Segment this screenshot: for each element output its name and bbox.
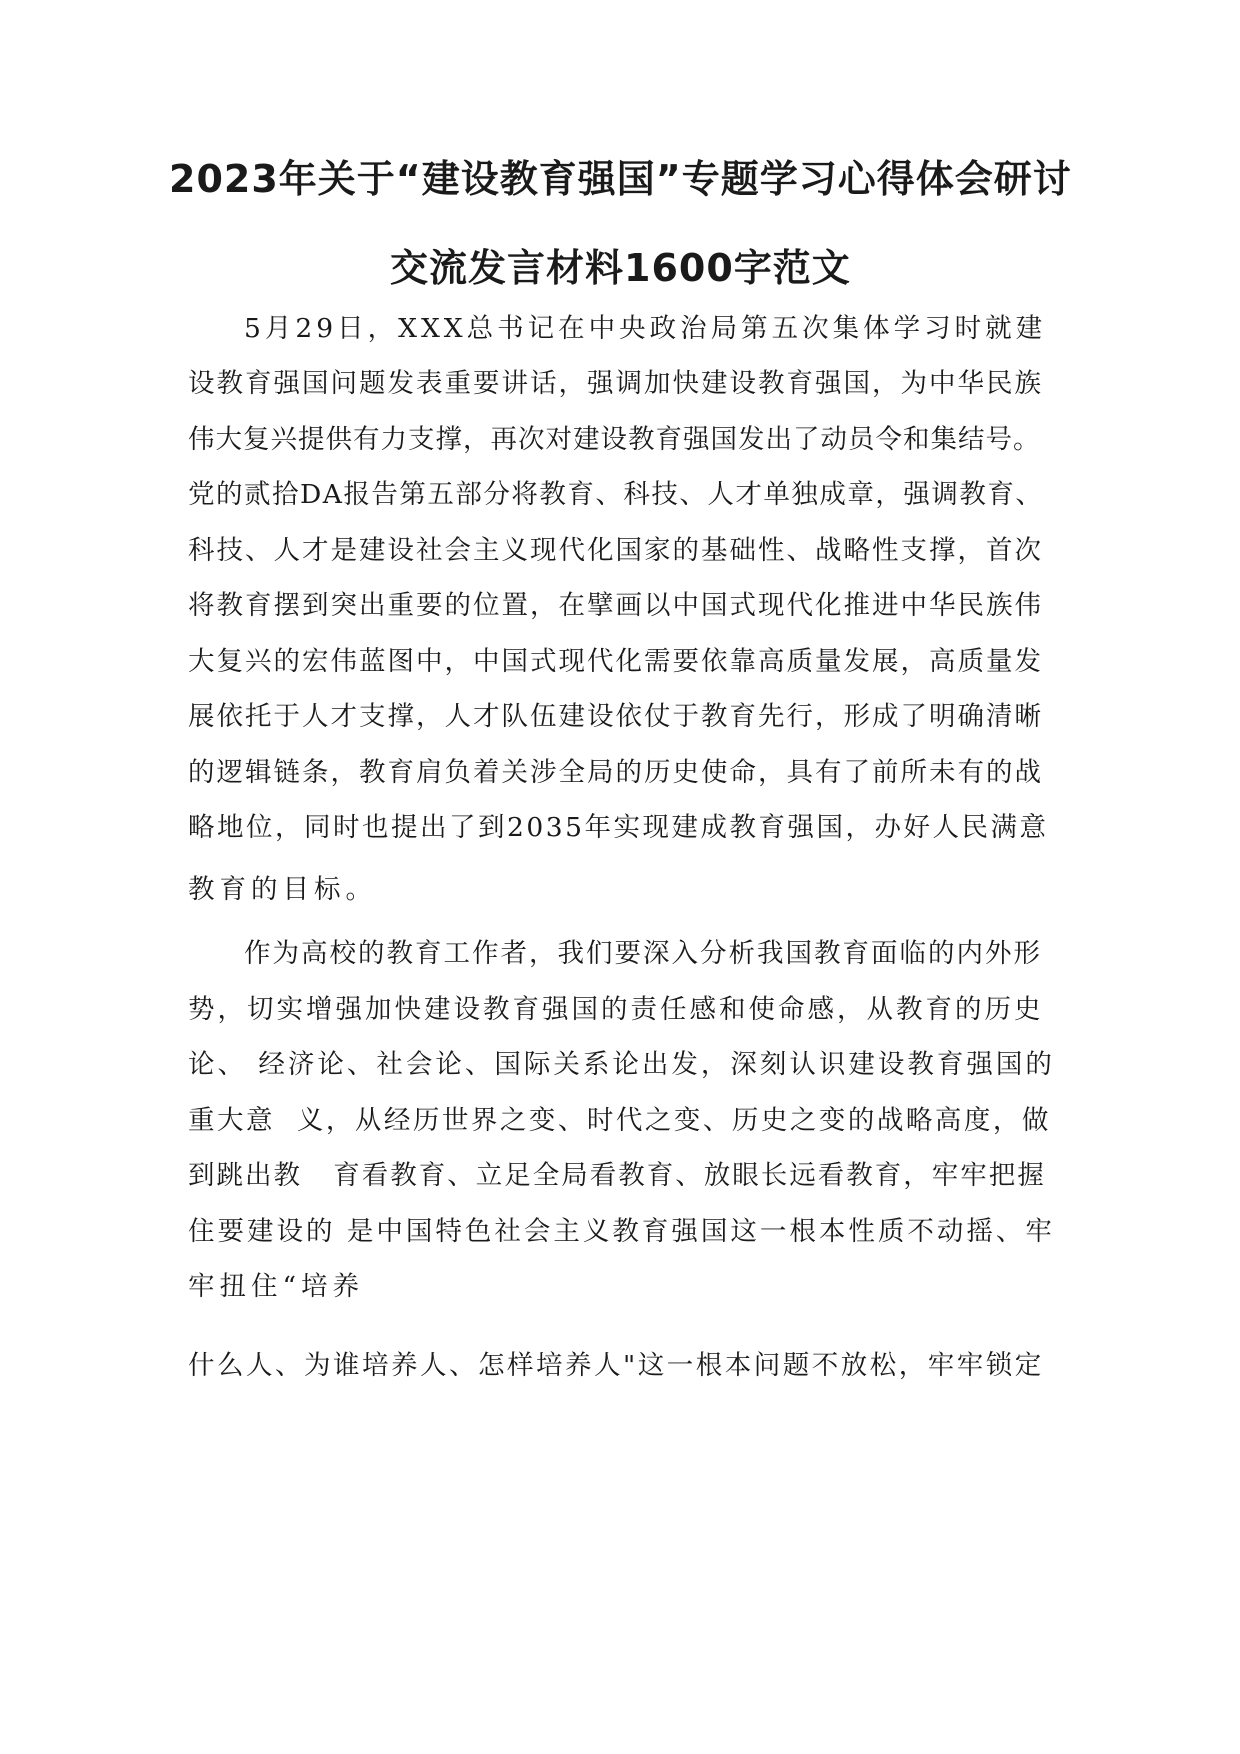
paragraph-1-line: 的逻辑链条，教育肩负着关涉全局的历史使命，具有了前所未有的战 bbox=[188, 757, 1043, 788]
paragraph-2-line: 到跳出教 育看教育、立足全局看教育、放眼长远看教育，牢牢把握 bbox=[188, 1160, 1046, 1191]
paragraph-2-line: 住要建设的 是中国特色社会主义教育强国这一根本性质不动摇、牢 bbox=[188, 1216, 1055, 1247]
paragraph-1-line: 教育的目标。 bbox=[188, 874, 377, 905]
paragraph-1-line: 设教育强国问题发表重要讲话，强调加快建设教育强国，为中华民族 bbox=[188, 368, 1043, 399]
paragraph-1-line: 将教育摆到突出重要的位置，在擘画以中国式现代化推进中华民族伟 bbox=[188, 590, 1043, 621]
document-title-line-2: 交流发言材料1600字范文 bbox=[390, 246, 851, 290]
paragraph-1-line: 伟大复兴提供有力支撑，再次对建设教育强国发出了动员令和集结号。 bbox=[188, 424, 1041, 455]
paragraph-1-line: 略地位，同时也提出了到2035年实现建成教育强国，办好人民满意 bbox=[188, 812, 1049, 843]
paragraph-2-line: 作为高校的教育工作者，我们要深入分析我国教育面临的内外形 bbox=[244, 938, 1042, 969]
document-title-line-1: 2023年关于“建设教育强国”专题学习心得体会研讨 bbox=[169, 157, 1072, 201]
paragraph-1-line: 展依托于人才支撑，人才队伍建设依仗于教育先行，形成了明确清晰 bbox=[188, 701, 1043, 732]
paragraph-1-line: 党的贰拾DA报告第五部分将教育、科技、人才单独成章，强调教育、 bbox=[188, 479, 1044, 510]
paragraph-2-line: 牢扭住“培养 bbox=[188, 1271, 365, 1302]
paragraph-1-line: 5月29日，XXX总书记在中央政治局第五次集体学习时就建 bbox=[244, 313, 1047, 344]
paragraph-2-line: 势，切实增强加快建设教育强国的责任感和使命感，从教育的历史 bbox=[188, 994, 1044, 1025]
paragraph-1-line: 科技、人才是建设社会主义现代化国家的基础性、战略性支撑，首次 bbox=[188, 535, 1043, 566]
paragraph-2-line: 论、 经济论、社会论、国际关系论出发，深刻认识建设教育强国的 bbox=[188, 1049, 1055, 1080]
paragraph-2-line: 重大意 义，从经历世界之变、时代之变、历史之变的战略高度，做 bbox=[188, 1105, 1051, 1136]
paragraph-2-line: 什么人、为谁培养人、怎样培养人"这一根本问题不放松，牢牢锁定 bbox=[188, 1350, 1044, 1381]
paragraph-1-line: 大复兴的宏伟蓝图中，中国式现代化需要依靠高质量发展，高质量发 bbox=[188, 646, 1043, 677]
